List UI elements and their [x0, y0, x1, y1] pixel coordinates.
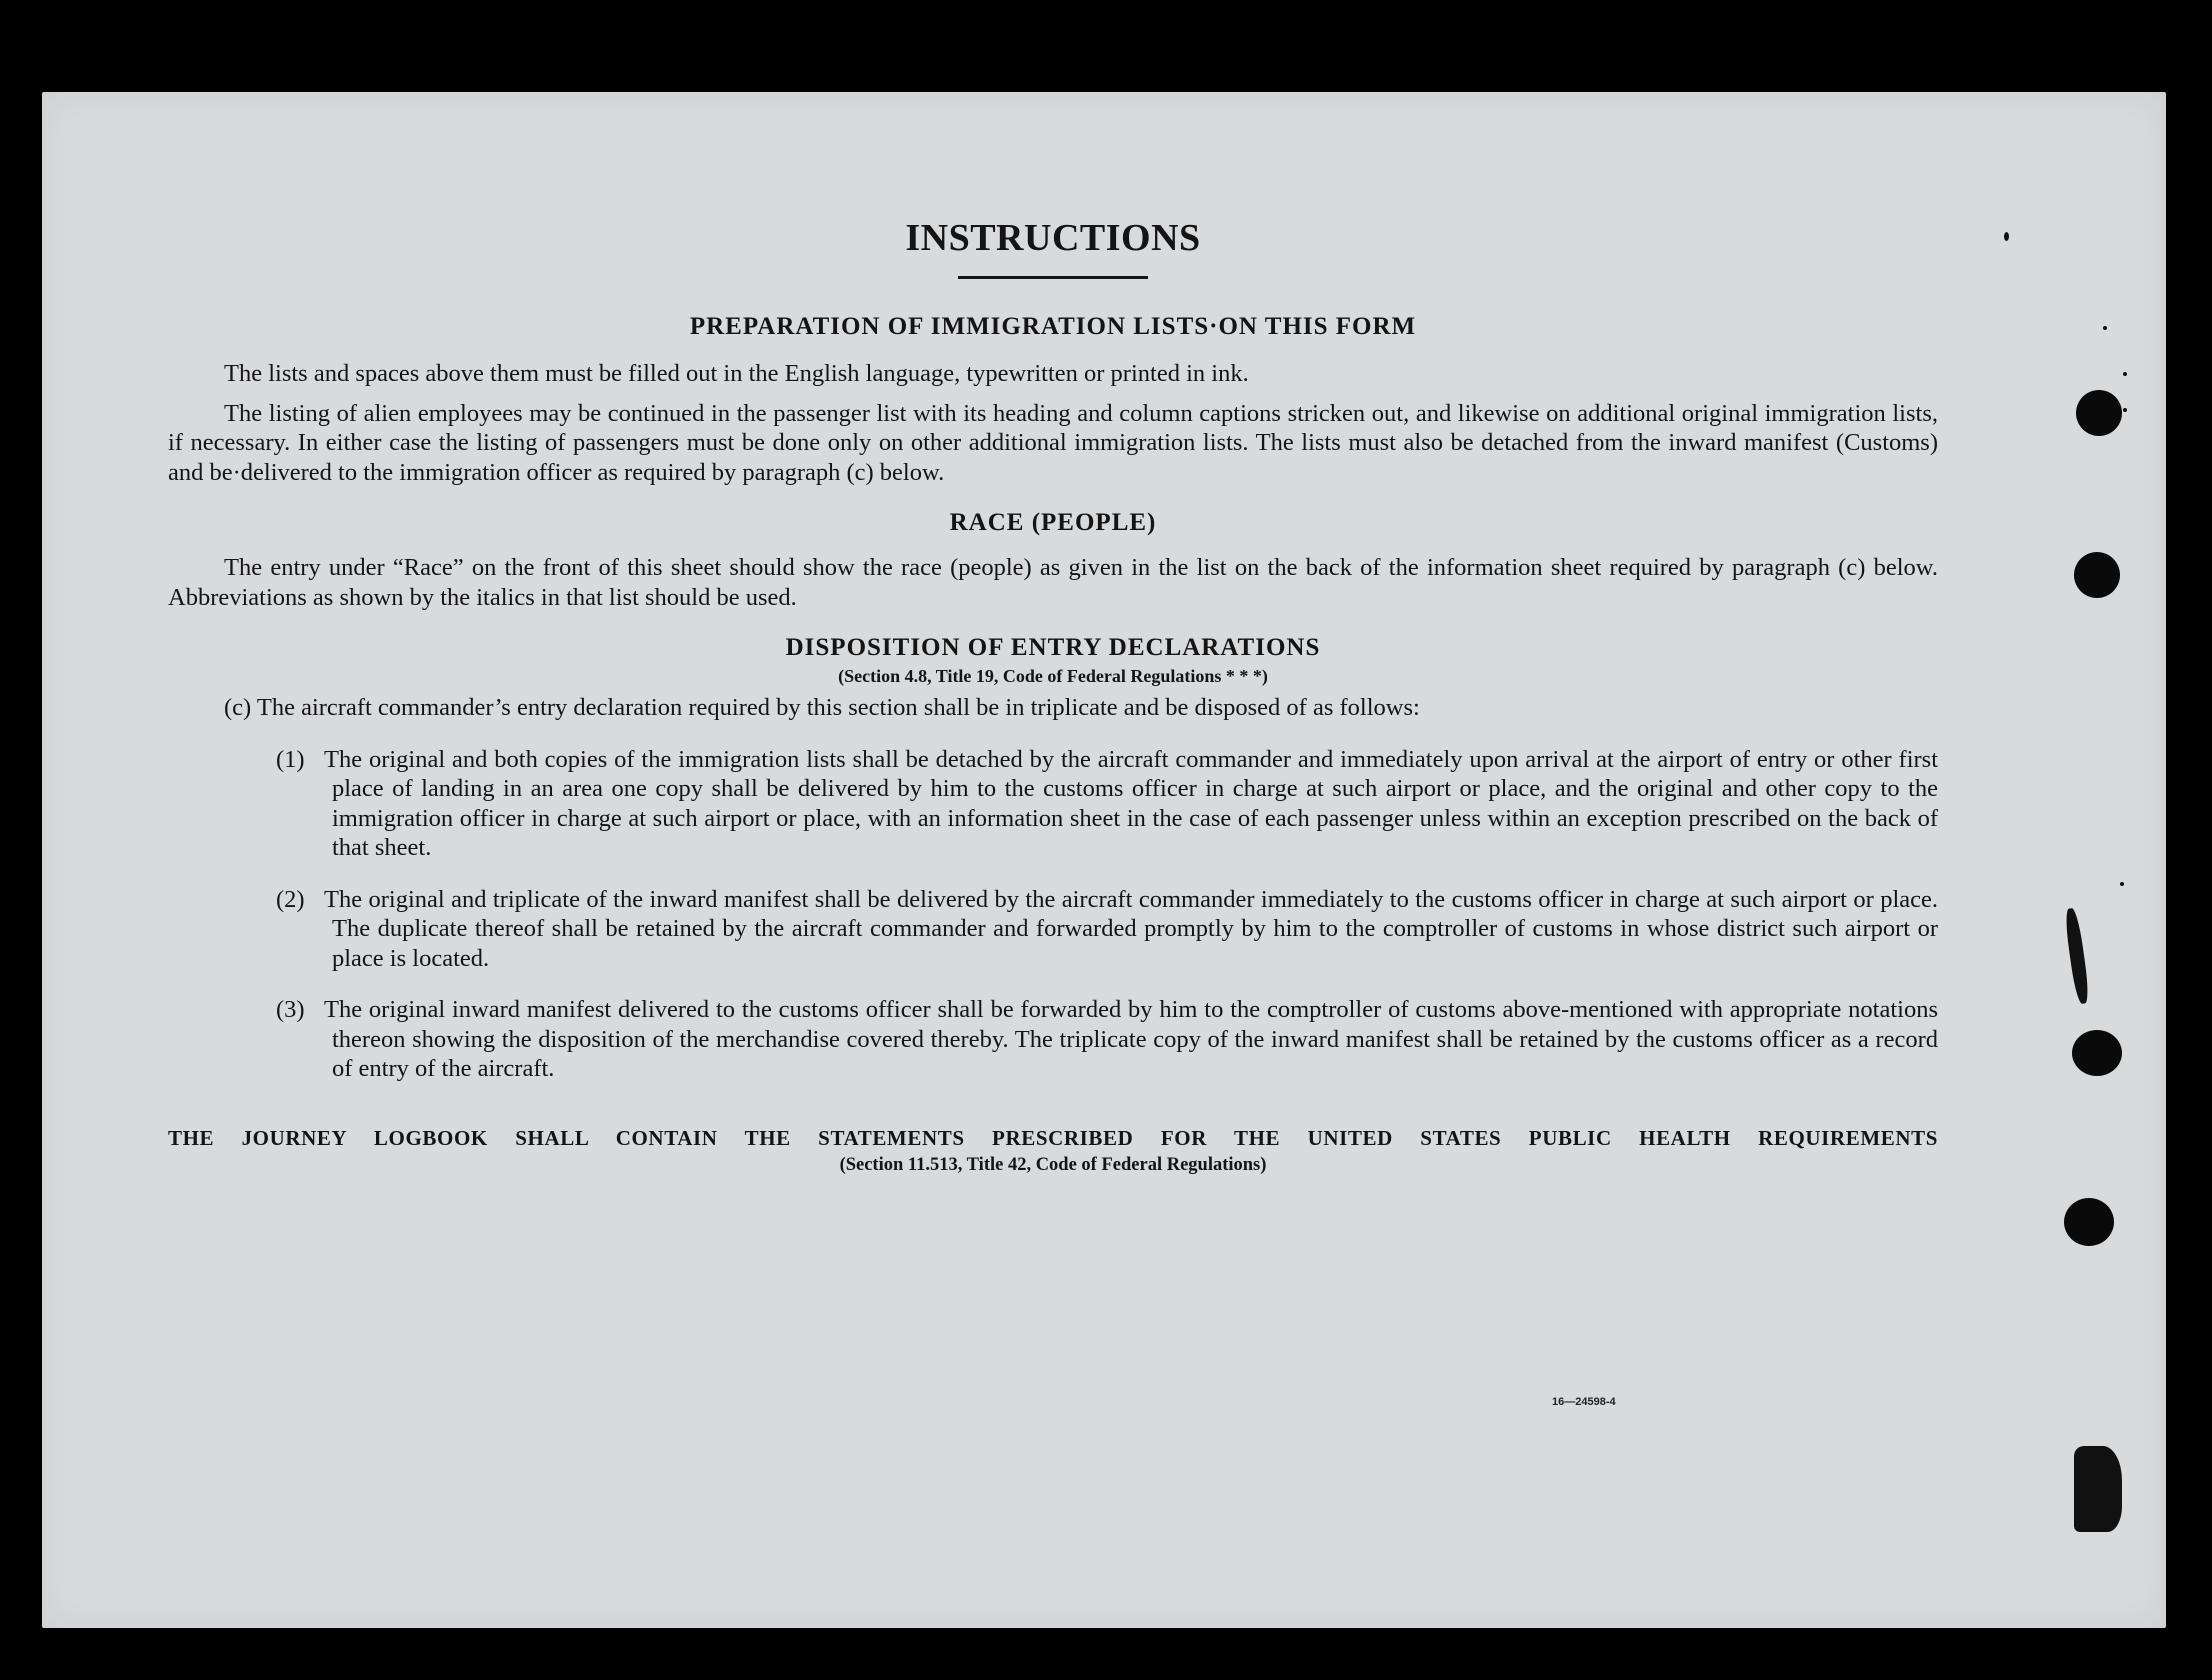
paragraph-preparation-2: The listing of alien employees may be continued in the passenger list with its heading and column captions stricken out, and likewise on additional original immigration lists, if necessary. In either case the listing of passengers must be done only on other additional immigration lists. The lists must also be detached from the inward manifest (Customs) and be·delivered to the immigration officer as required by paragraph (c) below. — [168, 399, 1938, 486]
punch-hole — [2072, 1030, 2122, 1076]
list-item-text: The original and both copies of the immigration lists shall be detached by the aircraft commander and immediately upon arrival at the airport of entry or other first place of landing in an area one copy shall be delivered by him to the customs officer in charge at such airport or place, and the original and other copy to the immigration officer in charge at such airport or place, with an information sheet in the case of each passenger unless within an exception prescribed on the back of that sheet. — [324, 745, 1938, 861]
list-item — [276, 995, 1938, 1084]
closing-citation: (Section 11.513, Title 42, Code of Federal Regulations) — [839, 1154, 1267, 1175]
list-item — [276, 745, 1938, 863]
edge-mark — [2120, 882, 2124, 886]
closing-statement: THE JOURNEY LOGBOOK SHALL CONTAIN THE STATEMENTS PRESCRIBED FOR THE UNITED STATES PUBLIC HEALTH REQUIREMENTS — [168, 1125, 1938, 1150]
section-heading-preparation: PREPARATION OF IMMIGRATION LISTS·ON THIS FORM — [689, 313, 1417, 340]
paragraph-disposition-intro: (c) The aircraft commander’s entry declaration required by this section shall be in triplicate and be disposed of as follows: — [224, 694, 1420, 721]
punch-hole — [2064, 1198, 2114, 1246]
edge-mark — [2004, 232, 2009, 241]
section-heading-race: RACE (PEOPLE) — [949, 509, 1157, 536]
punch-hole — [2076, 390, 2122, 436]
punch-hole — [2074, 552, 2120, 598]
list-item — [276, 885, 1938, 974]
list-item-number: (1) — [276, 745, 305, 773]
document-title: INSTRUCTIONS — [905, 217, 1201, 259]
list-item-text: The original inward manifest delivered to the customs officer shall be forwarded by him to the comptroller of customs above-mentioned with appropriate notations thereon showing the disposition of the merchandise covered thereby. The triplicate copy of the inward manifest shall be retained by the customs officer as a record of entry of the aircraft. — [324, 996, 1938, 1082]
edge-mark — [2123, 408, 2127, 412]
form-code: 16—24598-4 — [1552, 1396, 1616, 1408]
citation-disposition: (Section 4.8, Title 19, Code of Federal Regulations * * *) — [838, 666, 1268, 686]
list-item-number: (2) — [276, 885, 305, 913]
section-heading-disposition: DISPOSITION OF ENTRY DECLARATIONS — [785, 634, 1321, 661]
paragraph-preparation-1: The lists and spaces above them must be filled out in the English language, typewritten or printed in ink. — [224, 360, 1249, 387]
edge-mark — [2123, 372, 2127, 376]
document-body — [168, 210, 1938, 1176]
paragraph-race: The entry under “Race” on the front of this sheet should show the race (people) as given in the list on the back of the information sheet required by paragraph (c) below. Abbreviations as shown by the italics in that list should be used. — [168, 554, 1938, 611]
edge-mark — [2103, 326, 2107, 330]
edge-mark — [2074, 1446, 2122, 1532]
title-underline — [958, 276, 1148, 279]
list-item-text: The original and triplicate of the inward manifest shall be delivered by the aircraft commander immediately to the customs officer in charge at such airport or place. The duplicate thereof shall be retained by the aircraft commander and forwarded promptly by him to the comptroller of customs in whose district such airport or place is located. — [324, 885, 1938, 972]
list-item-number: (3) — [276, 996, 305, 1023]
